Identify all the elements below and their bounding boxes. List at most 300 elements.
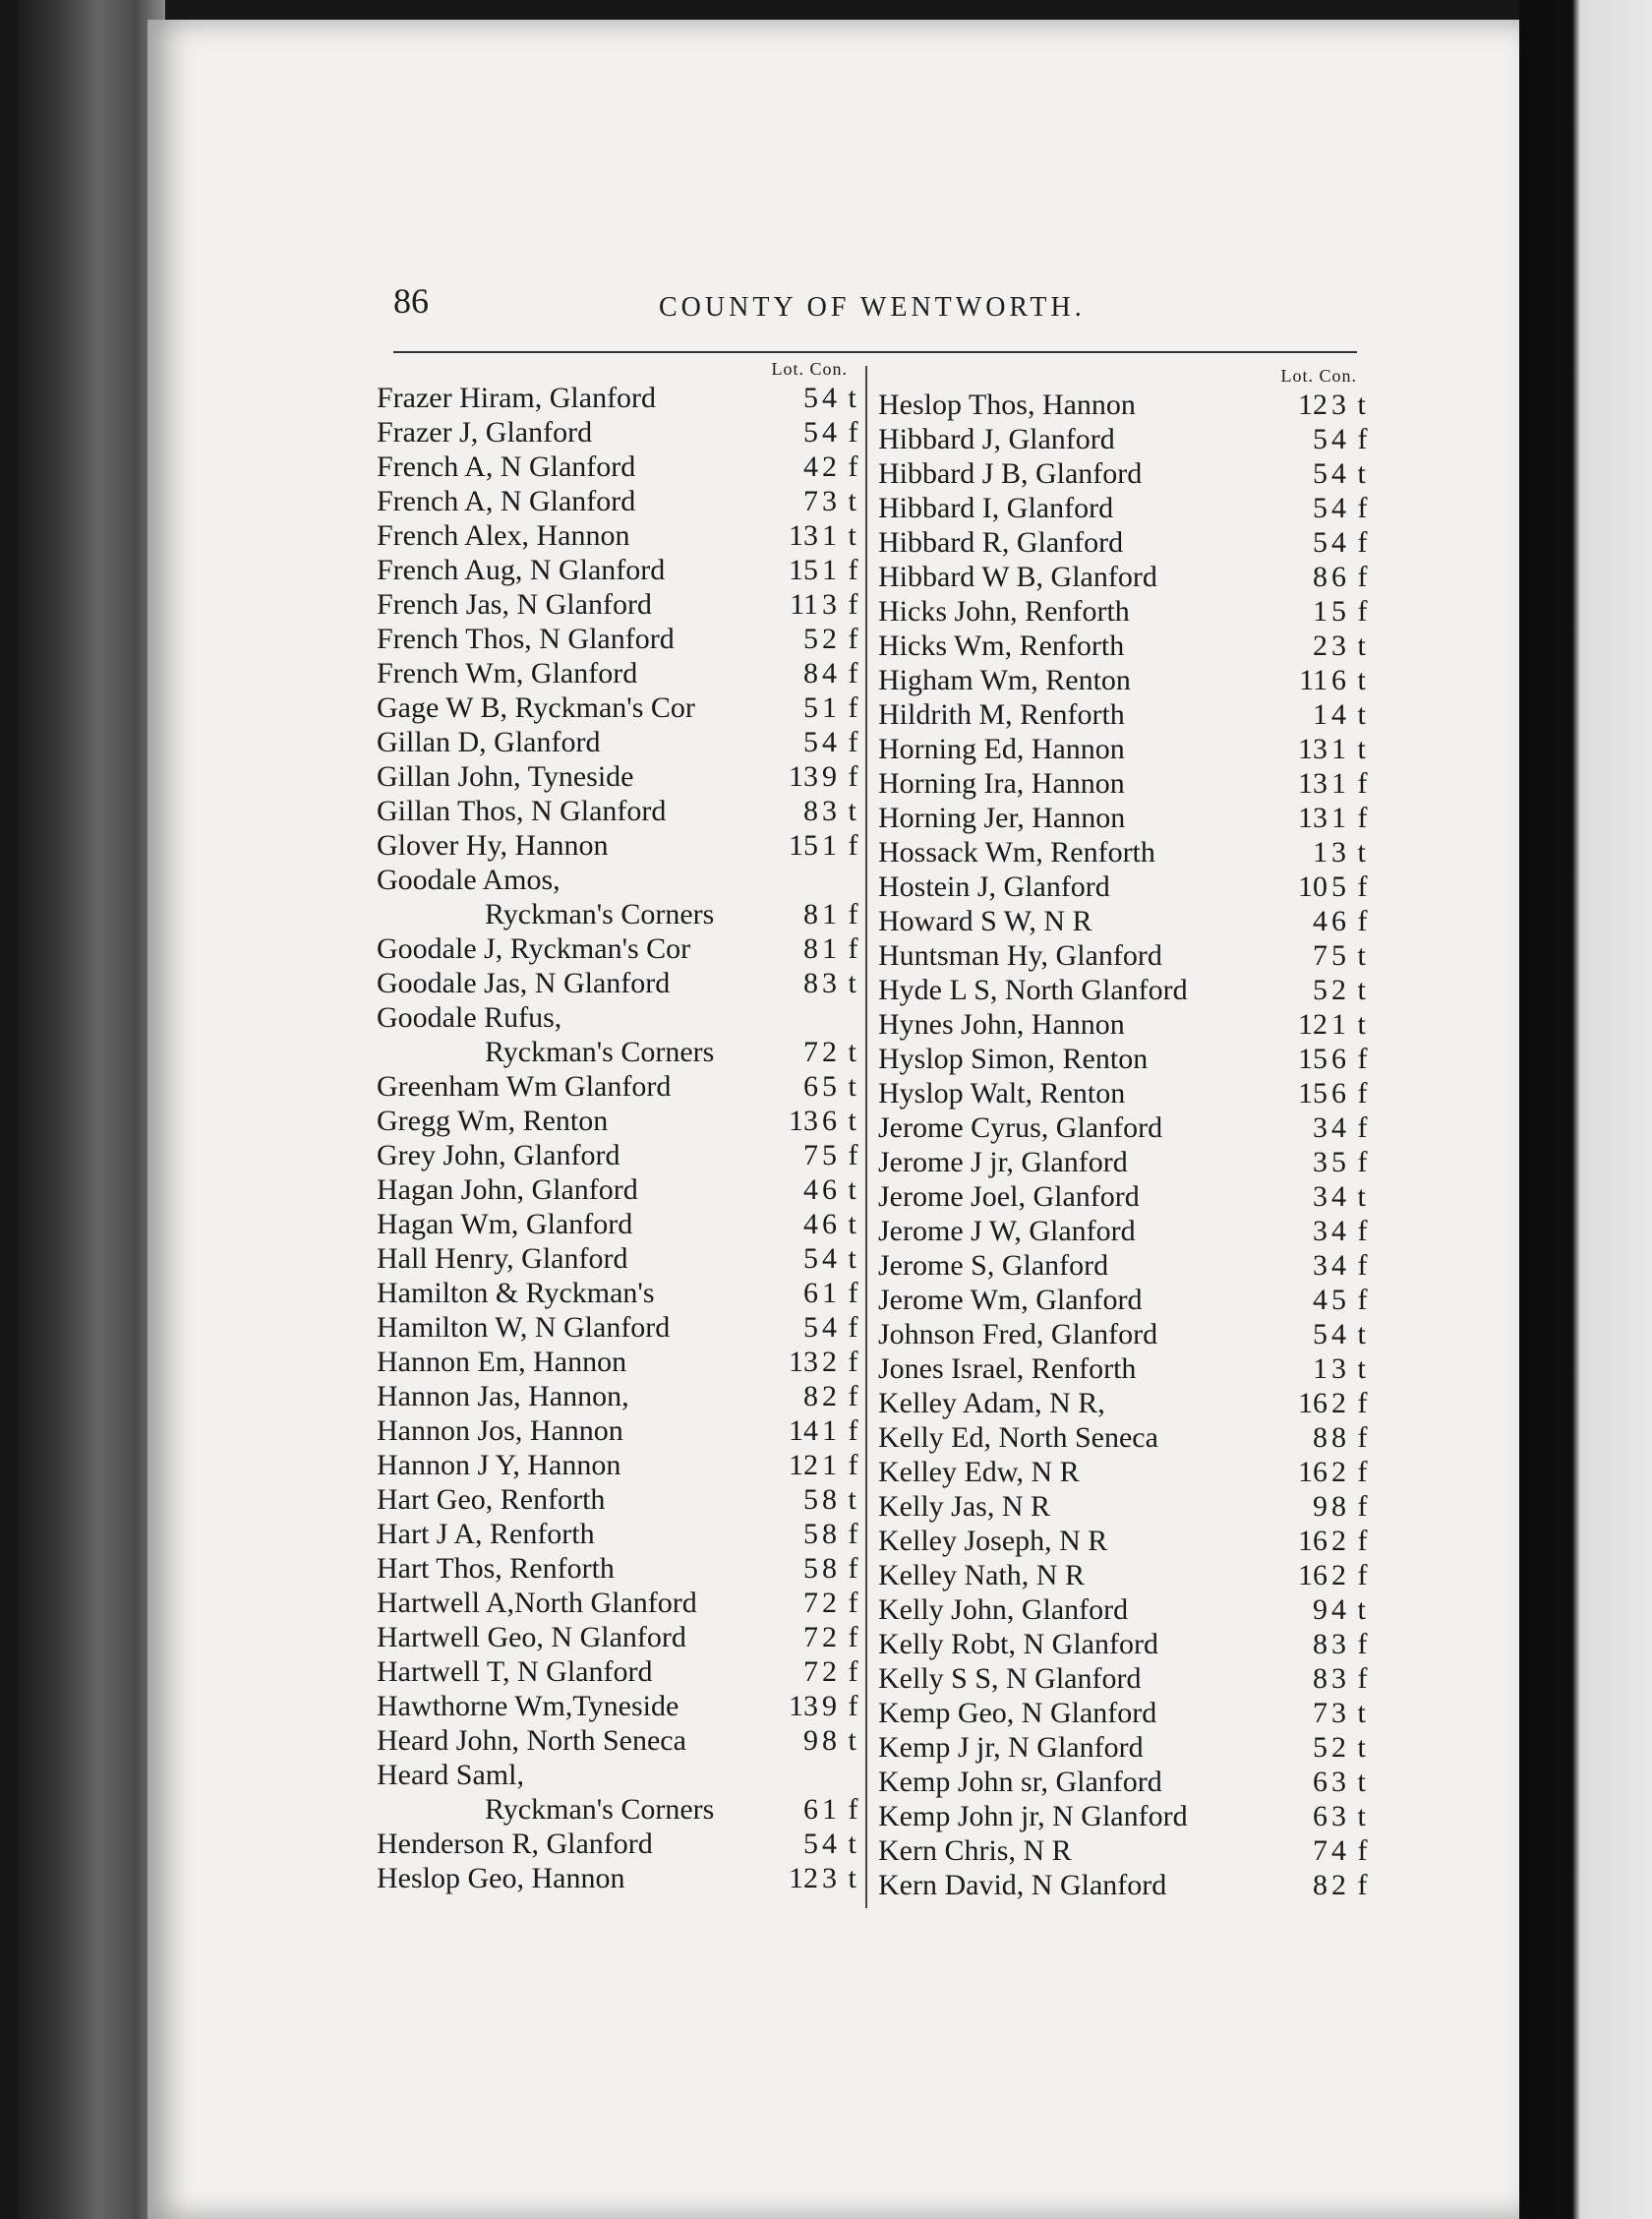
directory-entry xyxy=(878,732,1368,766)
directory-entry xyxy=(878,1558,1370,1592)
entry-lot: 5 xyxy=(1313,423,1328,455)
directory-entry xyxy=(377,1827,856,1861)
entry-name: Gregg Wm, Renton xyxy=(377,1105,609,1137)
directory-entry xyxy=(878,525,1370,560)
entry-concession: 2 f xyxy=(822,1655,860,1688)
directory-entry xyxy=(377,1551,860,1586)
entry-lot: 5 xyxy=(803,1483,818,1516)
entry-name: Gillan D, Glanford xyxy=(377,726,601,758)
entry-name: Kelly Jas, N R xyxy=(878,1490,1050,1523)
directory-list-right xyxy=(878,388,1370,1902)
entry-concession: 2 f xyxy=(822,1380,860,1412)
entry-lot: 5 xyxy=(1313,1318,1328,1350)
directory-entry xyxy=(377,1310,860,1345)
directory-entry xyxy=(377,1620,860,1654)
directory-entry xyxy=(377,1379,860,1413)
entry-concession: 3 t xyxy=(822,795,858,827)
entry-name: Kelley Nath, N R xyxy=(878,1559,1085,1591)
entry-lot: 13 xyxy=(1298,733,1328,765)
entry-concession: 5 f xyxy=(1331,870,1370,903)
entry-name: Hart Geo, Renforth xyxy=(377,1483,606,1516)
entry-name: Henderson R, Glanford xyxy=(377,1828,653,1860)
directory-entry xyxy=(878,870,1370,904)
directory-entry xyxy=(878,1317,1368,1351)
entry-name: Goodale Jas, N Glanford xyxy=(377,967,671,999)
entry-concession: 1 f xyxy=(822,1793,860,1826)
entry-name: Horning Jer, Hannon xyxy=(878,802,1126,834)
entry-name: Kelley Joseph, N R xyxy=(878,1525,1108,1557)
directory-entry xyxy=(878,938,1368,973)
directory-entry xyxy=(377,1482,856,1517)
entry-lot: 8 xyxy=(803,795,818,827)
entry-name: Hall Henry, Glanford xyxy=(377,1242,628,1275)
entry-lot: 13 xyxy=(789,760,818,793)
entry-concession: 4 f xyxy=(1331,526,1370,559)
entry-concession: 3 t xyxy=(1331,389,1368,421)
entry-concession: 4 t xyxy=(1331,1593,1368,1626)
entry-name: Ryckman's Corners xyxy=(485,1036,715,1068)
directory-entry xyxy=(878,1248,1370,1283)
entry-name: Kelly Ed, North Seneca xyxy=(878,1421,1158,1454)
directory-entry xyxy=(377,1517,860,1551)
directory-entry xyxy=(878,663,1368,697)
entry-concession: 1 t xyxy=(1331,733,1368,765)
entry-lot: 8 xyxy=(803,657,818,690)
directory-entry xyxy=(377,484,856,518)
entry-concession: 6 f xyxy=(1331,1043,1370,1075)
entry-concession: 1 t xyxy=(1331,1008,1368,1041)
entry-lot: 9 xyxy=(1313,1490,1328,1523)
entry-name: Kern Chris, N R xyxy=(878,1834,1072,1867)
directory-entry xyxy=(377,415,860,450)
entry-lot: 1 xyxy=(1313,1352,1328,1385)
entry-name: Hannon Em, Hannon xyxy=(377,1346,627,1378)
entry-name: Heard John, North Seneca xyxy=(377,1724,686,1757)
entry-concession: 5 f xyxy=(1331,1284,1370,1316)
entry-lot: 4 xyxy=(803,1173,818,1206)
entry-concession: 6 f xyxy=(1331,905,1370,937)
directory-entry xyxy=(377,656,860,690)
entry-name: Kelly John, Glanford xyxy=(878,1593,1129,1626)
entry-concession: 2 f xyxy=(822,1621,860,1653)
entry-concession: 4 f xyxy=(1331,1249,1370,1282)
entry-name: Goodale J, Ryckman's Cor xyxy=(377,932,691,965)
entry-name: Hannon Jos, Hannon xyxy=(377,1414,623,1447)
entry-lot: 16 xyxy=(1298,1387,1328,1419)
entry-name: Kern David, N Glanford xyxy=(878,1869,1167,1901)
directory-list-left xyxy=(377,381,860,1895)
entry-name: Glover Hy, Hannon xyxy=(377,829,609,862)
entry-concession: 9 f xyxy=(822,760,860,793)
directory-entry xyxy=(878,560,1370,594)
entry-concession: 2 f xyxy=(822,450,860,483)
entry-name: Hyslop Walt, Renton xyxy=(878,1077,1126,1110)
directory-entry xyxy=(878,1696,1368,1730)
entry-lot: 7 xyxy=(803,1587,818,1619)
entry-lot: 5 xyxy=(803,691,818,724)
directory-entry xyxy=(878,1351,1368,1386)
entry-lot: 8 xyxy=(803,898,818,930)
directory-entry xyxy=(377,828,860,863)
entry-lot: 16 xyxy=(1298,1559,1328,1591)
entry-name: Kelley Adam, N R, xyxy=(878,1387,1105,1419)
entry-name: Hyslop Simon, Renton xyxy=(878,1043,1149,1075)
entry-name: Hawthorne Wm,Tyneside xyxy=(377,1690,679,1722)
entry-concession: 2 t xyxy=(1331,1731,1368,1764)
entry-lot: 12 xyxy=(1298,389,1328,421)
directory-entry xyxy=(377,690,860,725)
entry-concession: 1 f xyxy=(822,829,860,862)
entry-name: Kelly Robt, N Glanford xyxy=(878,1628,1158,1660)
directory-entry xyxy=(878,1386,1370,1420)
directory-entry xyxy=(377,1758,856,1792)
entry-name: Heard Saml, xyxy=(377,1759,524,1791)
directory-entry xyxy=(878,1730,1368,1765)
directory-entry xyxy=(878,1110,1370,1145)
entry-lot: 6 xyxy=(803,1277,818,1309)
directory-entry xyxy=(878,1179,1368,1214)
entry-lot: 3 xyxy=(1313,1215,1328,1247)
entry-lot: 5 xyxy=(803,1828,818,1860)
entry-concession: 4 t xyxy=(1331,1180,1368,1213)
entry-concession: 4 f xyxy=(822,657,860,690)
directory-entry xyxy=(377,863,856,897)
entry-lot: 9 xyxy=(1313,1593,1328,1626)
entry-concession: 4 f xyxy=(1331,1111,1370,1144)
entry-name: Howard S W, N R xyxy=(878,905,1092,937)
entry-name: Hyde L S, North Glanford xyxy=(878,974,1188,1006)
entry-concession: 3 f xyxy=(1331,1628,1370,1660)
directory-entry xyxy=(878,1799,1368,1833)
entry-concession: 4 t xyxy=(822,1242,858,1275)
entry-name: Kemp John sr, Glanford xyxy=(878,1766,1162,1798)
entry-concession: 3 t xyxy=(1331,1800,1368,1832)
entry-name: Jerome Wm, Glanford xyxy=(878,1284,1143,1316)
entry-lot: 13 xyxy=(789,1690,818,1722)
entry-concession: 3 f xyxy=(1331,1662,1370,1695)
entry-concession: 1 f xyxy=(822,554,860,586)
entry-concession: 1 f xyxy=(822,1449,860,1481)
entry-lot: 1 xyxy=(1313,836,1328,869)
entry-lot: 11 xyxy=(1299,664,1328,696)
directory-entry xyxy=(377,1138,860,1172)
entry-name: Higham Wm, Renton xyxy=(878,664,1131,696)
entry-name: Heslop Thos, Hannon xyxy=(878,389,1136,421)
entry-lot: 6 xyxy=(1313,1766,1328,1798)
entry-name: Greenham Wm Glanford xyxy=(377,1070,672,1103)
directory-entry xyxy=(377,1276,860,1310)
entry-name: Hartwell A,North Glanford xyxy=(377,1587,697,1619)
entry-name: Kelly S S, N Glanford xyxy=(878,1662,1142,1695)
entry-concession: 4 t xyxy=(1331,1318,1368,1350)
entry-name: Hartwell T, N Glanford xyxy=(377,1655,653,1688)
entry-name: Kemp John jr, N Glanford xyxy=(878,1800,1188,1832)
entry-name: Goodale Rufus, xyxy=(377,1001,562,1034)
entry-concession: 4 t xyxy=(1331,457,1368,490)
entry-lot: 5 xyxy=(803,1311,818,1344)
entry-concession: 2 f xyxy=(1331,1525,1370,1557)
entry-concession: 2 t xyxy=(822,1036,858,1068)
entry-concession: 8 f xyxy=(822,1518,860,1550)
entry-concession: 2 f xyxy=(1331,1869,1370,1901)
entry-lot: 13 xyxy=(789,519,818,552)
directory-entry xyxy=(377,1000,856,1035)
entry-concession: 1 f xyxy=(822,691,860,724)
entry-lot: 14 xyxy=(789,1414,818,1447)
directory-entry xyxy=(878,1524,1370,1558)
entry-name: Jerome J W, Glanford xyxy=(878,1215,1136,1247)
entry-concession: 8 f xyxy=(822,1552,860,1585)
entry-concession: 4 f xyxy=(822,1311,860,1344)
facing-page-edge xyxy=(1519,0,1652,2219)
entry-name: French Wm, Glanford xyxy=(377,657,638,690)
entry-lot: 9 xyxy=(803,1724,818,1757)
entry-name: Hibbard R, Glanford xyxy=(878,526,1124,559)
header-rule xyxy=(393,351,1357,353)
column-divider xyxy=(865,366,867,1908)
entry-name: Frazer Hiram, Glanford xyxy=(377,382,657,414)
directory-entry xyxy=(878,1833,1370,1868)
entry-name: Jerome J jr, Glanford xyxy=(878,1146,1128,1178)
directory-entry xyxy=(377,1069,856,1104)
entry-concession: 3 f xyxy=(822,588,860,621)
entry-lot: 5 xyxy=(803,623,818,655)
entry-lot: 8 xyxy=(803,967,818,999)
directory-entry xyxy=(377,1172,856,1207)
entry-lot: 7 xyxy=(1313,1834,1328,1867)
entry-name: Ryckman's Corners xyxy=(485,1793,715,1826)
entry-concession: 1 f xyxy=(822,1414,860,1447)
entry-name: Hibbard I, Glanford xyxy=(878,492,1114,524)
directory-entry xyxy=(377,759,860,794)
entry-concession: 3 t xyxy=(822,967,858,999)
entry-name: Hartwell Geo, N Glanford xyxy=(377,1621,686,1653)
entry-lot: 5 xyxy=(1313,492,1328,524)
entry-concession: 5 f xyxy=(822,1139,860,1171)
directory-entry xyxy=(377,1413,860,1448)
entry-name: Gillan John, Tyneside xyxy=(377,760,634,793)
entry-lot: 8 xyxy=(1313,561,1328,593)
entry-name: Hibbard J, Glanford xyxy=(878,423,1115,455)
directory-entry xyxy=(878,1420,1370,1455)
directory-entry xyxy=(878,594,1370,629)
entry-lot: 4 xyxy=(1313,1284,1328,1316)
directory-entry xyxy=(377,1448,860,1482)
directory-entry xyxy=(377,1035,856,1069)
entry-concession: 3 t xyxy=(1331,630,1368,662)
directory-entry xyxy=(878,1455,1370,1489)
entry-lot: 16 xyxy=(1298,1456,1328,1488)
entry-name: French Thos, N Glanford xyxy=(377,623,675,655)
entry-name: French A, N Glanford xyxy=(377,485,636,517)
directory-entry xyxy=(878,1627,1370,1661)
entry-name: Hart J A, Renforth xyxy=(377,1518,595,1550)
entry-lot: 7 xyxy=(803,1655,818,1688)
entry-concession: 4 f xyxy=(1331,492,1370,524)
entry-lot: 4 xyxy=(803,450,818,483)
entry-name: Horning Ed, Hannon xyxy=(878,733,1125,765)
directory-entry xyxy=(878,1765,1368,1799)
entry-concession: 6 t xyxy=(822,1208,858,1240)
directory-entry xyxy=(377,1792,860,1827)
entry-lot: 15 xyxy=(1298,1043,1328,1075)
entry-name: Goodale Amos, xyxy=(377,864,560,896)
entry-name: Hannon Jas, Hannon, xyxy=(377,1380,629,1412)
entry-concession: 1 f xyxy=(822,898,860,930)
directory-entry xyxy=(878,1042,1370,1076)
directory-entry xyxy=(377,725,860,759)
entry-name: Hostein J, Glanford xyxy=(878,870,1110,903)
directory-entry xyxy=(878,491,1370,525)
column-header: Lot. Con. xyxy=(771,359,848,379)
entry-concession: 3 t xyxy=(1331,1352,1368,1385)
entry-lot: 3 xyxy=(1313,1249,1328,1282)
directory-entry xyxy=(377,1104,856,1138)
entry-concession: 6 t xyxy=(1331,664,1368,696)
entry-name: Horning Ira, Hannon xyxy=(878,767,1125,800)
entry-concession: 1 t xyxy=(822,519,858,552)
entry-lot: 8 xyxy=(803,932,818,965)
entry-concession: 5 f xyxy=(1331,1146,1370,1178)
entry-lot: 6 xyxy=(803,1070,818,1103)
entry-lot: 8 xyxy=(803,1380,818,1412)
entry-lot: 15 xyxy=(789,554,818,586)
entry-concession: 5 t xyxy=(1331,939,1368,972)
entry-lot: 13 xyxy=(1298,767,1328,800)
directory-entry xyxy=(878,801,1370,835)
directory-entry xyxy=(878,1661,1370,1696)
entry-concession: 5 t xyxy=(822,1070,858,1103)
entry-lot: 7 xyxy=(803,1036,818,1068)
entry-lot: 5 xyxy=(803,416,818,449)
directory-entry xyxy=(878,388,1368,422)
entry-name: Gage W B, Ryckman's Cor xyxy=(377,691,695,724)
entry-concession: 4 f xyxy=(1331,1215,1370,1247)
directory-entry xyxy=(878,422,1370,456)
entry-concession: 2 f xyxy=(822,1587,860,1619)
entry-name: Frazer J, Glanford xyxy=(377,416,593,449)
entry-lot: 13 xyxy=(789,1346,818,1378)
entry-name: French Alex, Hannon xyxy=(377,519,630,552)
entry-lot: 7 xyxy=(1313,1697,1328,1729)
directory-entry xyxy=(878,973,1368,1007)
entry-concession: 1 f xyxy=(822,932,860,965)
entry-concession: 5 f xyxy=(1331,595,1370,628)
directory-entry xyxy=(377,1654,860,1689)
entry-lot: 7 xyxy=(1313,939,1328,972)
entry-concession: 3 t xyxy=(1331,836,1368,869)
book-gutter xyxy=(18,0,165,2219)
entry-name: Grey John, Glanford xyxy=(377,1139,620,1171)
entry-lot: 13 xyxy=(789,1105,818,1137)
directory-entry xyxy=(377,897,860,931)
directory-entry xyxy=(377,518,856,553)
entry-lot: 15 xyxy=(1298,1077,1328,1110)
entry-name: Hossack Wm, Renforth xyxy=(878,836,1155,869)
entry-concession: 2 f xyxy=(1331,1387,1370,1419)
entry-lot: 1 xyxy=(1313,698,1328,731)
entry-lot: 15 xyxy=(789,829,818,862)
entry-lot: 8 xyxy=(1313,1421,1328,1454)
directory-entry xyxy=(377,1241,856,1276)
directory-entry xyxy=(377,966,856,1000)
directory-entry xyxy=(878,456,1368,491)
directory-entry xyxy=(377,553,860,587)
entry-lot: 5 xyxy=(803,1242,818,1275)
entry-name: Jones Israel, Renforth xyxy=(878,1352,1137,1385)
entry-concession: 3 t xyxy=(822,485,858,517)
entry-name: Hagan Wm, Glanford xyxy=(377,1208,633,1240)
directory-entry xyxy=(377,931,860,966)
entry-name: Jerome Joel, Glanford xyxy=(878,1180,1140,1213)
entry-lot: 5 xyxy=(1313,457,1328,490)
entry-lot: 5 xyxy=(803,382,818,414)
entry-lot: 5 xyxy=(1313,526,1328,559)
entry-concession: 2 t xyxy=(1331,974,1368,1006)
entry-concession: 2 f xyxy=(1331,1456,1370,1488)
directory-entry xyxy=(377,1207,856,1241)
entry-concession: 3 t xyxy=(1331,1766,1368,1798)
directory-entry xyxy=(878,1868,1370,1902)
entry-lot: 1 xyxy=(1313,595,1328,628)
entry-concession: 6 f xyxy=(1331,1077,1370,1110)
entry-concession: 4 f xyxy=(1331,1834,1370,1867)
entry-lot: 8 xyxy=(1313,1628,1328,1660)
entry-lot: 5 xyxy=(1313,1731,1328,1764)
entry-name: Huntsman Hy, Glanford xyxy=(878,939,1162,972)
directory-entry xyxy=(878,697,1368,732)
entry-concession: 4 f xyxy=(822,726,860,758)
directory-entry xyxy=(377,381,856,415)
entry-concession: 1 f xyxy=(822,1277,860,1309)
directory-entry xyxy=(878,629,1368,663)
entry-concession: 1 f xyxy=(1331,802,1370,834)
entry-lot: 6 xyxy=(1313,1800,1328,1832)
entry-name: Jerome S, Glanford xyxy=(878,1249,1109,1282)
directory-entry xyxy=(878,1283,1370,1317)
directory-entry xyxy=(878,835,1368,870)
directory-entry xyxy=(377,1345,860,1379)
entry-concession: 3 t xyxy=(822,1862,858,1894)
entry-name: Jerome Cyrus, Glanford xyxy=(878,1111,1163,1144)
entry-concession: 2 f xyxy=(1331,1559,1370,1591)
entry-concession: 4 t xyxy=(822,382,858,414)
entry-concession: 4 t xyxy=(1331,698,1368,731)
entry-concession: 1 f xyxy=(1331,767,1370,800)
entry-lot: 5 xyxy=(803,1518,818,1550)
entry-concession: 4 t xyxy=(822,1828,858,1860)
entry-lot: 12 xyxy=(789,1862,818,1894)
directory-entry xyxy=(377,450,860,484)
entry-concession: 6 t xyxy=(822,1173,858,1206)
entry-lot: 8 xyxy=(1313,1662,1328,1695)
entry-lot: 6 xyxy=(803,1793,818,1826)
entry-lot: 3 xyxy=(1313,1111,1328,1144)
left-column xyxy=(377,359,860,1895)
entry-name: Hildrith M, Renforth xyxy=(878,698,1125,731)
directory-entry xyxy=(878,1214,1370,1248)
entry-name: Hibbard J B, Glanford xyxy=(878,457,1143,490)
entry-lot: 13 xyxy=(1298,802,1328,834)
directory-entry xyxy=(878,766,1370,801)
entry-lot: 5 xyxy=(1313,974,1328,1006)
page-header xyxy=(393,280,1514,330)
directory-entry xyxy=(377,1689,860,1723)
directory-entry xyxy=(377,622,860,656)
entry-concession: 9 f xyxy=(822,1690,860,1722)
entry-name: Kemp J jr, N Glanford xyxy=(878,1731,1144,1764)
entry-lot: 2 xyxy=(1313,630,1328,662)
